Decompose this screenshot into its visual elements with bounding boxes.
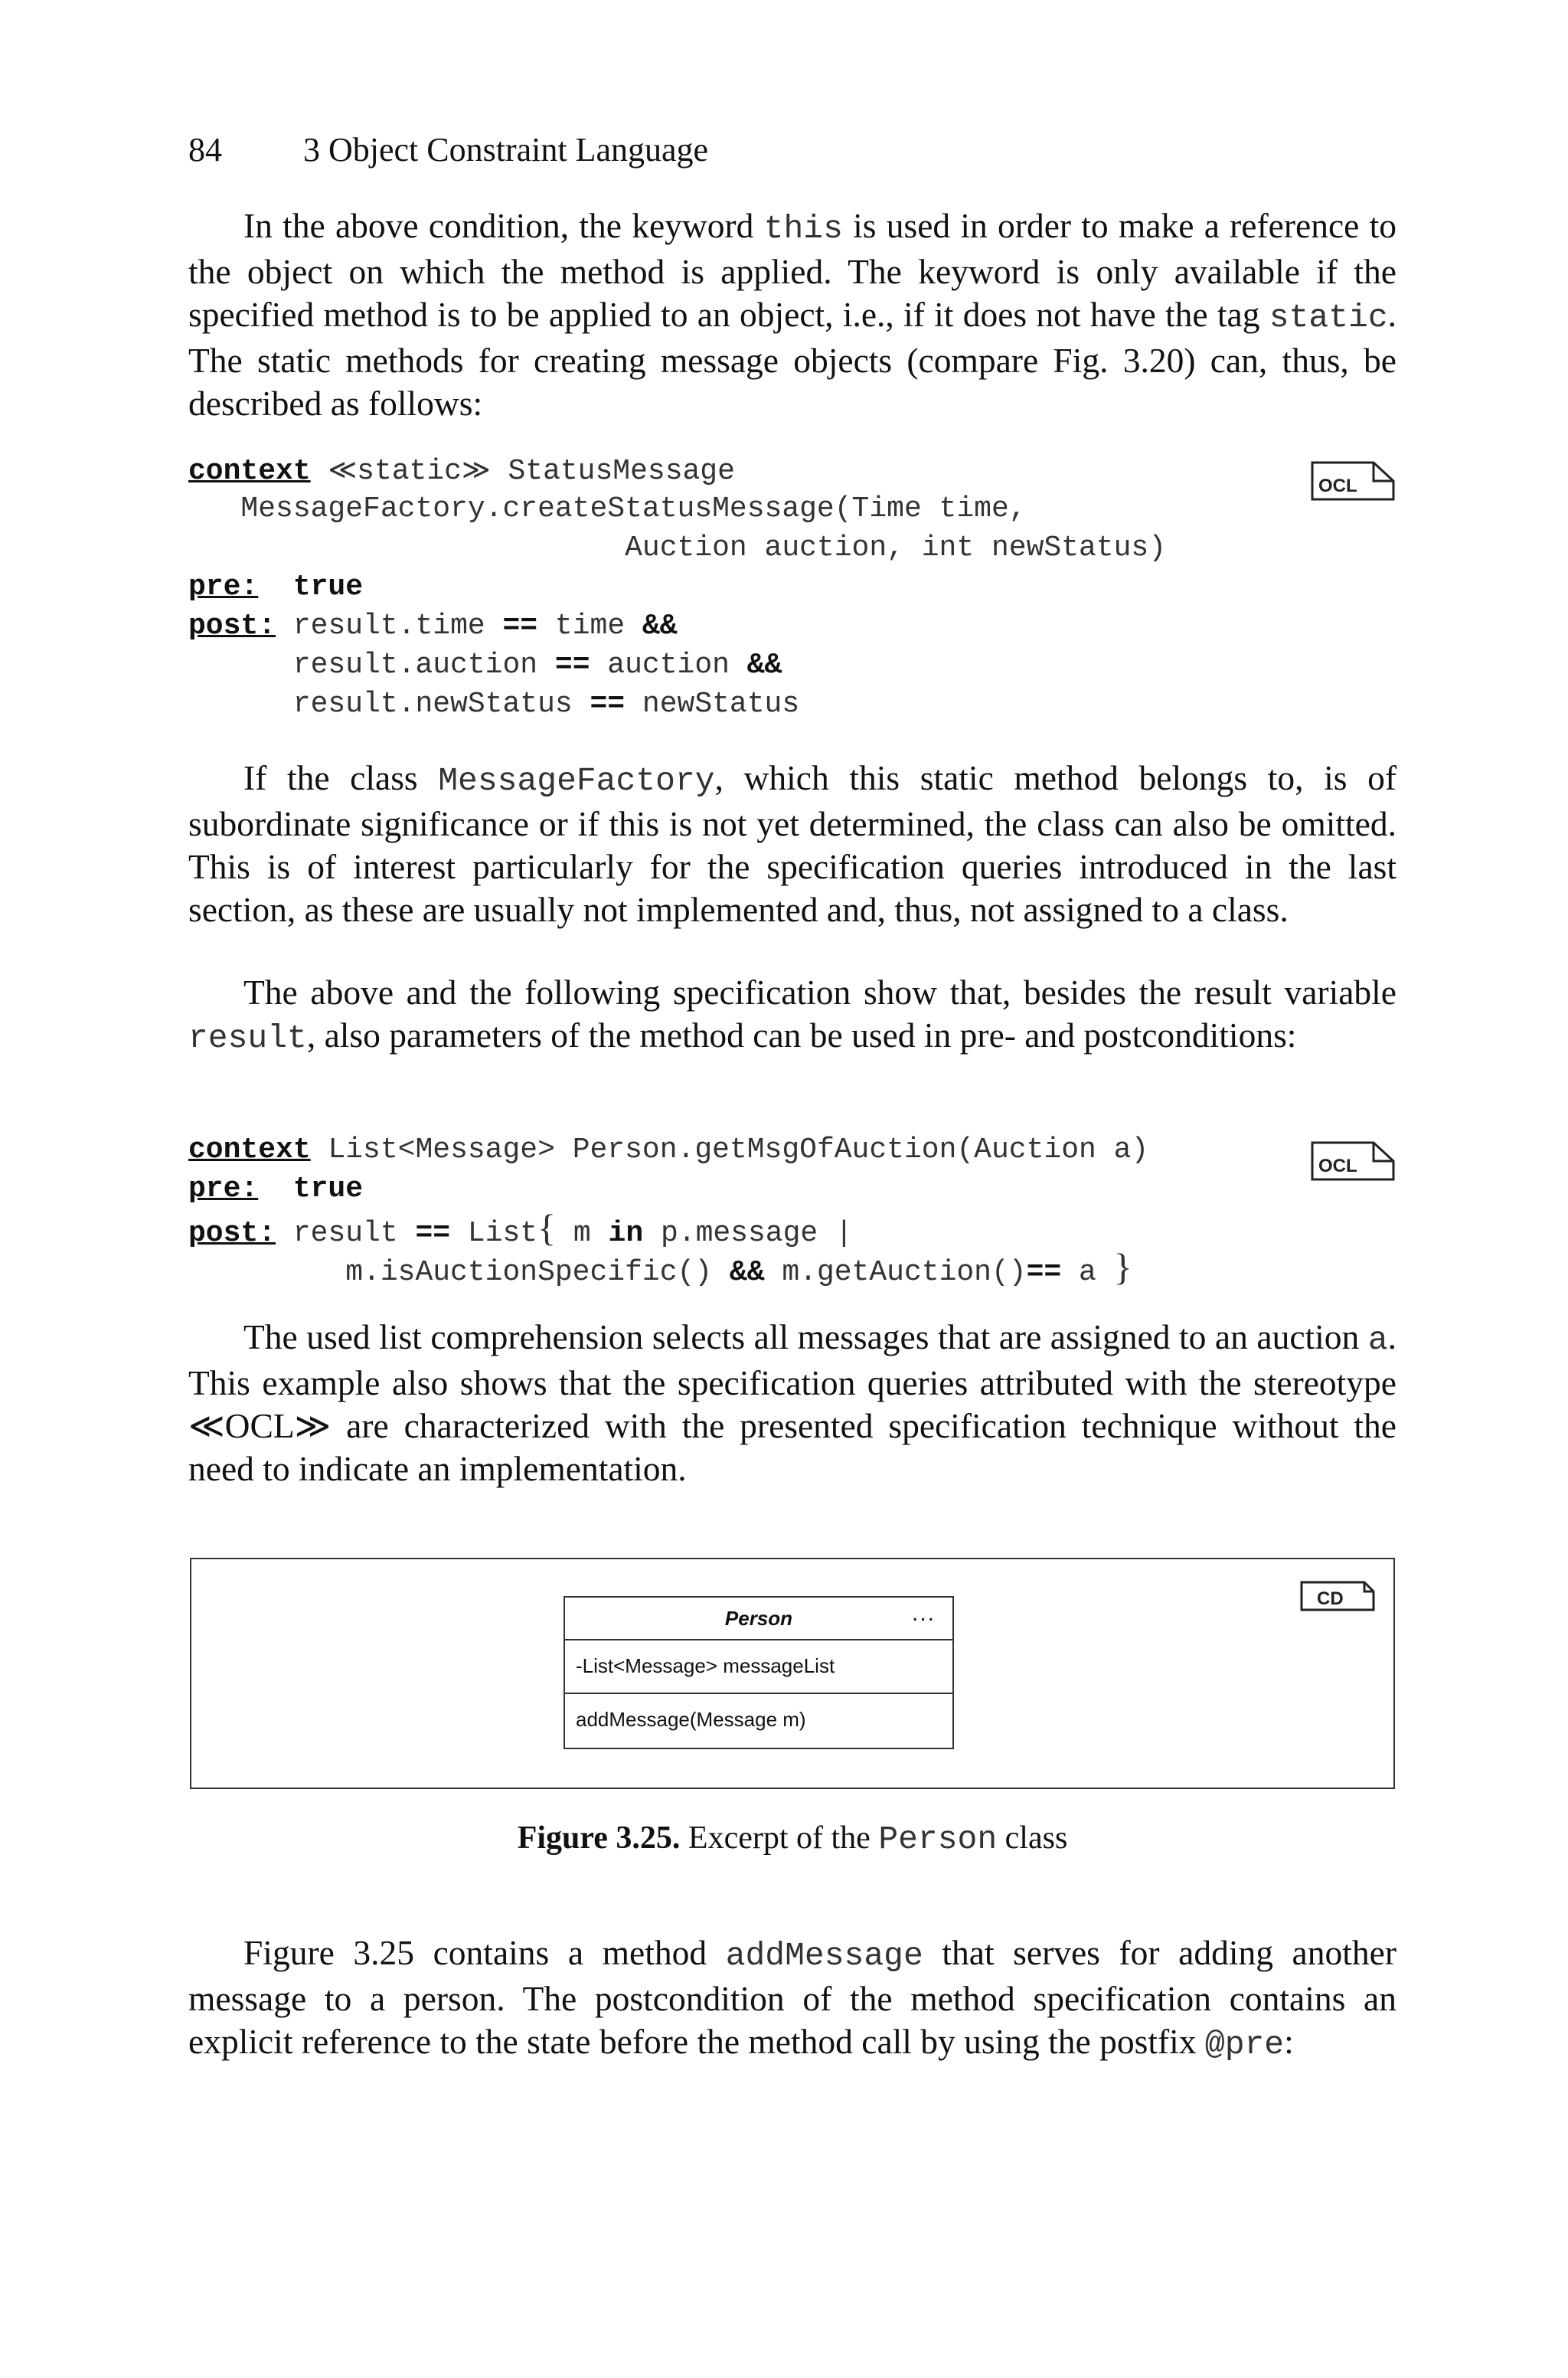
figure-label: Figure 3.25.: [517, 1820, 681, 1856]
class-name: Person: [724, 1607, 793, 1630]
uml-class-person: [564, 1596, 954, 1749]
chapter-title: 3 Object Constraint Language: [303, 131, 709, 168]
inline-code: MessageFactory: [438, 762, 715, 800]
ocl-badge-label: OCL: [1318, 476, 1357, 496]
inline-code: static: [1269, 299, 1388, 336]
paragraph-this-keyword: In the above condition, the keyword this is used in order to make a reference to the object on which the method is applied. The keyword is only available if the specified method is to be applied to an object, i.e., if it does not have the tag static. The static methods for creating message objects (compare Fig. 3.20) can, thus, be described as follows:: [188, 206, 1396, 423]
figure-caption: Figure 3.25. Excerpt of the Person class: [517, 1820, 1068, 1858]
running-header: [188, 129, 708, 172]
inline-code: addMessage: [725, 1937, 923, 1974]
page-number: 84: [188, 131, 222, 168]
ocl-badge-label: OCL: [1318, 1156, 1357, 1176]
ocl-code-block-getmsg: context List<Message> Person.getMsgOfAuction(Auction a) pre: true post: result == List{ m in p.message | m.isAuctionSpecific() && m.getAuction()== a }: [188, 1133, 1149, 1289]
method-compartment: [565, 1694, 952, 1751]
inline-code: result: [188, 1019, 307, 1057]
class-name-compartment: [565, 1598, 952, 1640]
attribute-compartment: [565, 1640, 952, 1694]
inline-code: @pre: [1204, 2026, 1285, 2063]
ocl-badge-icon: [1311, 456, 1396, 502]
inline-code: this: [763, 210, 843, 247]
paragraph-message-factory: If the class MessageFactory, which this static method belongs to, is of subordinate significance or if this is not yet determined, the class can also be omitted. This is of interest particularly for the specification queries introduced in the last section, as these are usually not implemented and, thus, not assigned to a class.: [188, 758, 1396, 929]
keyword-post: post:: [188, 1217, 276, 1250]
class-diagram-figure: [190, 1558, 1395, 1789]
ocl-code-block-static: context ≪static≫ StatusMessage MessageFactory.createStatusMessage(Time time, Auction auction, int newStatus) pre: true post: result.time == time && result.auction == auction && result.newStatus == newStatus: [188, 454, 1167, 721]
keyword-pre: pre:: [188, 1173, 259, 1205]
class-method: addMessage(Message m): [576, 1708, 806, 1731]
ocl-badge-icon: [1311, 1137, 1396, 1182]
keyword-context: context: [188, 455, 311, 488]
cd-badge-icon: [1300, 1576, 1375, 1611]
inline-code: a: [1367, 1321, 1388, 1359]
class-attribute: -List<Message> messageList: [576, 1654, 835, 1677]
inline-code: Person: [878, 1820, 998, 1858]
keyword-pre: pre:: [188, 571, 259, 603]
keyword-post: post:: [188, 610, 276, 643]
cd-badge-label: CD: [1317, 1588, 1344, 1609]
ellipsis-icon: ...: [911, 1601, 936, 1626]
keyword-context: context: [188, 1133, 311, 1166]
paragraph-result-variable: The above and the following specification show that, besides the result variable result, also parameters of the method can be used in pre- and postconditions:: [188, 973, 1396, 1057]
paragraph-add-message: Figure 3.25 contains a method addMessage that serves for adding another message to a person. The postcondition of the method specification contains an explicit reference to the state before the method call by using the postfix @pre:: [188, 1933, 1396, 2063]
paragraph-list-comprehension: The used list comprehension selects all messages that are assigned to an auction a. This example also shows that the specification queries attributed with the stereotype ≪OCL≫ are characterized with the presented specification technique without the need to indicate an implementation.: [188, 1317, 1396, 1488]
